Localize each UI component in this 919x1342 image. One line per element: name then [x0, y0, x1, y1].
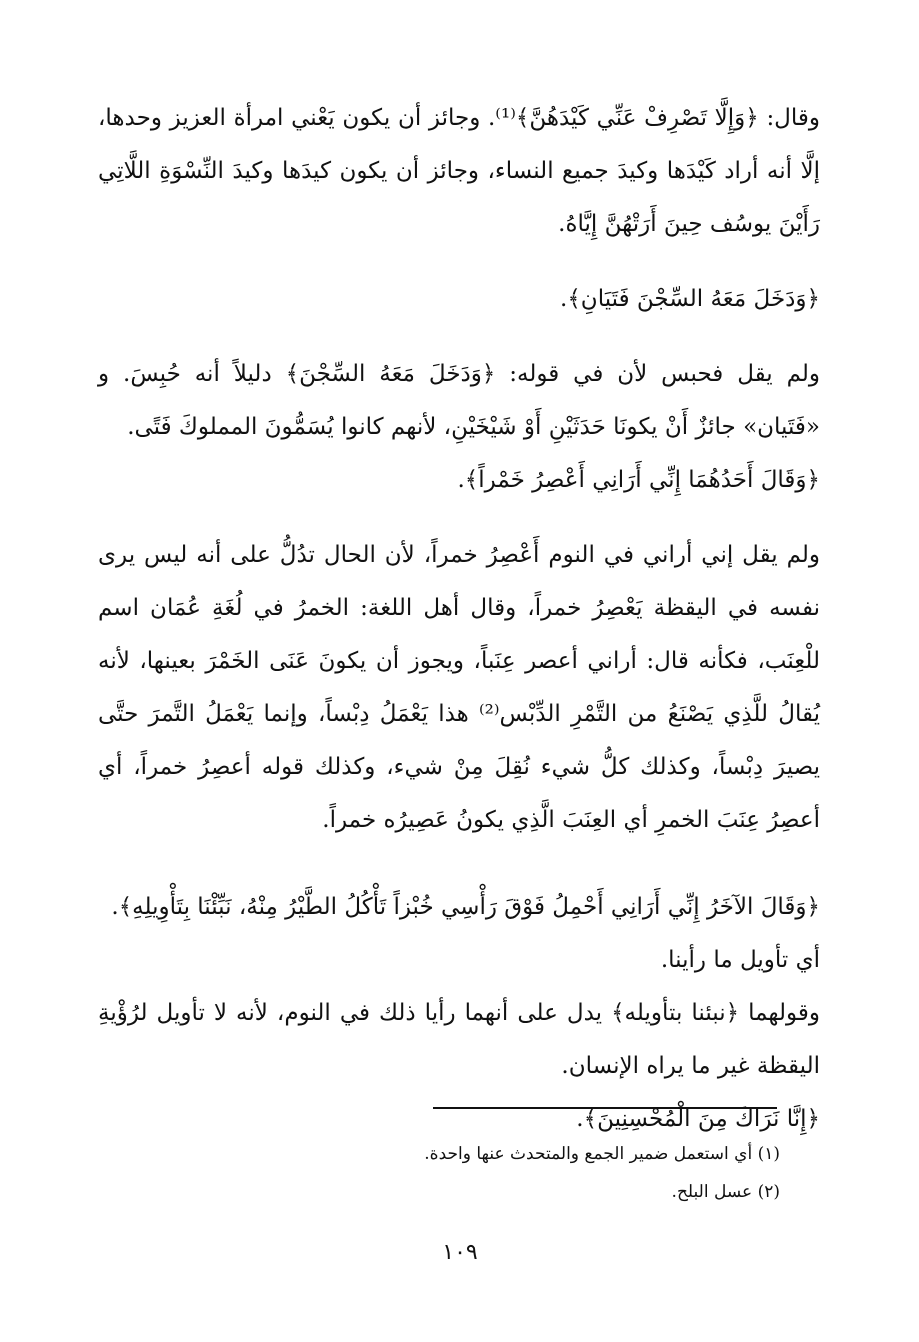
- page-number: ١٠٩: [442, 1240, 478, 1265]
- page-body: [98, 92, 820, 1146]
- paragraph-5: وقولهما ﴿نبئنا بتأويله﴾ يدل على أنهما رأيا ذلك في النوم، لأنه لا تأويل لرُؤْيةِ اليقظة غير ما يراه الإنسان.: [98, 1000, 820, 1079]
- footnote-1: (١) أي استعمل ضمير الجمع والمتحدث عنها واحدة.: [424, 1144, 780, 1164]
- paragraph-3: ولم يقل إني أراني في النوم أَعْصِرُ خمراً، لأن الحال تدُلُّ على أنه ليس يرى نفسه في اليقظة يَعْصِرُ خمراً، وقال أهل اللغة: الخمرُ في لُغَةِ عُمَان اسم للْعِنَب، فكأنه قال: أراني أعصر عِنَباً، ويجوز أن يكونَ عَنَى الخَمْرَ بعينها، لأنه يُقالُ للَّذِي يَصْنَعُ من التَّمْرِ الدِّبْس⁽²⁾ هذا يَعْمَلُ دِبْساً، وإنما يَعْمَلُ التَّمرَ حتَّى يصيرَ دِبْساً، وكذلك كلُّ شيء نُقِلَ مِنْ شيء، وكذلك قوله أعصِرُ خمراً، أي أعصِرُ عِنَبَ الخمرِ أي العِنَبَ الَّذِي يكونُ عَصِيرُه خمراً.: [98, 542, 820, 833]
- footnotes: [300, 1135, 780, 1211]
- paragraph-1: وقال: ﴿وَإِلَّا تَصْرِفْ عَنِّي كَيْدَهُنَّ﴾⁽¹⁾. وجائز أن يكون يَعْني امرأة العزيز وحدها، إلَّا أنه أراد كَيْدَها وكيدَ جميع النساء، وجائز أن يكون كيدَها وكيدَ النِّسْوَةِ اللَّاتِي رَأَيْنَ يوسُف حِينَ أَرَتْهُنَّ إِيَّاهُ.: [98, 105, 821, 237]
- paragraph-2: ولم يقل فحبس لأن في قوله: ﴿وَدَخَلَ مَعَهُ السِّجْنَ﴾ دليلاً أنه حُبِسَ. و «فَتَيان» جائزٌ أَنْ يكونَا حَدَثَيْنِ أَوْ شَيْخَيْنِ، لأنهم كانوا يُسَمُّونَ المملوكَ فَتًى.: [98, 361, 820, 440]
- quran-verse-4: ﴿إِنَّا نَرَاكَ مِنَ الْمُحْسِنِينَ﴾.: [576, 1106, 820, 1132]
- quran-verse-3: ﴿وَقَالَ الآخَرُ إِنِّي أَرَانِي أَحْمِلُ فَوْقَ رَأْسِي خُبْزاً تَأْكُلُ الطَّيْرُ مِنْهُ، نَبِّئْنَا بِتَأْوِيلِهِ﴾.: [111, 894, 820, 920]
- quran-verse-1: ﴿وَدَخَلَ مَعَهُ السِّجْنَ فَتَيَانِ﴾.: [560, 286, 820, 312]
- footnote-2: (٢) عسل البلح.: [671, 1182, 780, 1202]
- paragraph-4: أي تأويل ما رأينا.: [660, 947, 820, 973]
- quran-verse-2: ﴿وَقَالَ أَحَدُهُمَا إِنِّي أَرَانِي أَعْصِرُ خَمْراً﴾.: [457, 467, 820, 493]
- footnote-divider: [433, 1107, 777, 1109]
